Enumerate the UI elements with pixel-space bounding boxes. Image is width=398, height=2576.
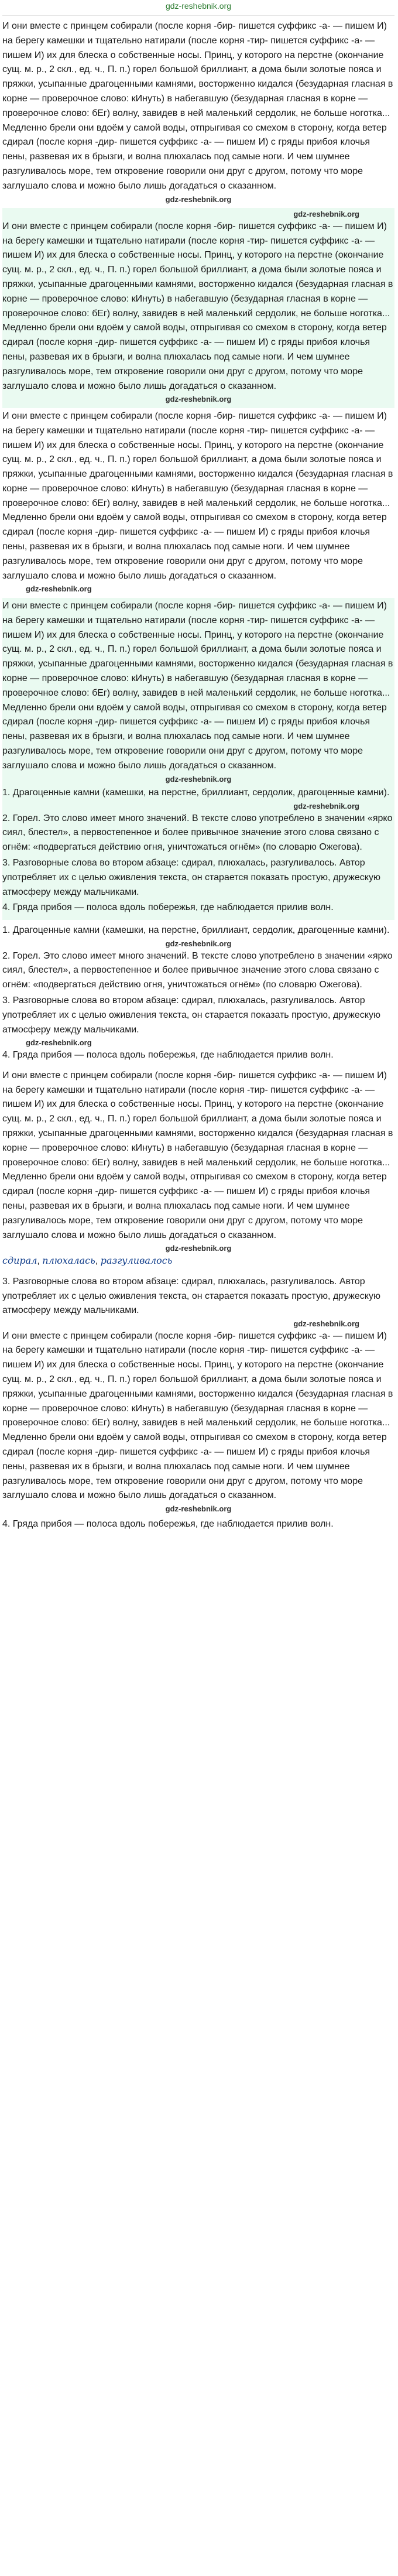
watermark: gdz-reshebnik.org [165, 939, 232, 948]
answers-list-2 [2, 923, 394, 1063]
answer-item-3-repeat: 3. Разговорные слова во втором абзаце: сдирал, плюхалась, разгуливалось. Автор употребляет их с целью оживления текста, он старается показать простую, дружескую атмосферу между мальчиками. [2, 1276, 380, 1316]
watermark: gdz-reshebnik.org [293, 210, 359, 219]
text-block-5 [2, 920, 394, 1068]
answer-item-2: 2. Горел. Это слово имеет много значений. В тексте слово употреблено в значении «ярко сиял, блестел», а первостепенное и более привычное значение этого слова связано с огнём: «подвергаться действию огня, уничтожаться огнём» (по словарю Ожегова). [2, 950, 393, 990]
text-block-2 [2, 208, 394, 408]
handwritten-word: сдирал [2, 1254, 37, 1266]
paragraph-1: И они вместе с принцем собирали (после корня -бир- пишется суффикс -а- — пишем И) на берегу камешки и тщательно натирали (после корня -тир- пишется суффикс -а- — пишем И) их для блеска о собственные носы. Принц, у которого на перстне (окончание сущ. м. р., 2 скл., ед. ч., П. п.) горел большой бриллиант, а дома были золотые пояса и пряжки, усыпанные драгоценными камнями, восторженно кидался (безударная гласная в корне — проверочное слово: кИнуть) в набегавшую (безударная гласная в корне — проверочное слово: бЕг) волну, завидев в ней маленький сердолик, не больше ноготка... Медленно брели они вдоём у самой воды, отпрыгивая со смехом в сторону, когда ветер сдирал (после корня -дир- пишется суффикс -а- — пишем И) с гряды прибоя клочья пены, развевая их в брызги, и волна плюхалась под самые ноги. И чем шумнее разгуливалось море, тем откровение говорили они друг с другом, потому что море заглушало слова и можно было лишь догадаться о сказанном. [2, 21, 393, 191]
answer-item-3: 3. Разговорные слова во втором абзаце: сдирал, плюхалась, разгуливалось. Автор употребляет их с целью оживления текста, он старается показать простую, дружескую атмосферу между мальчиками. [2, 995, 380, 1035]
watermark: gdz-reshebnik.org [165, 1504, 232, 1514]
answer-item-4: 4. Гряда прибоя — полоса вдоль побережья, где наблюдается прилив волн. [2, 1049, 334, 1060]
watermark: gdz-reshebnik.org [26, 1038, 92, 1048]
site-name[interactable]: gdz-reshebnik.org [165, 1, 232, 11]
text-block-1 [2, 18, 394, 208]
paragraph-3: И они вместе с принцем собирали (после корня -бир- пишется суффикс -а- — пишем И) на берегу камешки и тщательно натирали (после корня -тир- пишется суффикс -а- — пишем И) их для блеска о собственные носы. Принц, у которого на перстне (окончание сущ. м. р., 2 скл., ед. ч., П. п.) горел большой бриллиант, а дома были золотые пояса и пряжки, усыпанные драгоценными камнями, восторженно кидался (безударная гласная в корне — проверочное слово: кИнуть) в набегавшую (безударная гласная в корне — проверочное слово: бЕг) волну, завидев в ней маленький сердолик, не больше ноготка... Медленно брели они вдоём у самой воды, отпрыгивая со смехом в сторону, когда ветер сдирал (после корня -дир- пишется суффикс -а- — пишем И) с гряды прибоя клочья пены, развевая их в брызги, и волна плюхалась под самые ноги. И чем шумнее разгуливалось море, тем откровение говорили они друг с другом, потому что море заглушало слова и можно было лишь догадаться о сказанном. [2, 410, 393, 581]
answer-item-1: 1. Драгоценные камни (камешки, на перстне, бриллиант, сердолик, драгоценные камни). [2, 788, 390, 798]
watermark: gdz-reshebnik.org [165, 1244, 232, 1253]
watermark: gdz-reshebnik.org [293, 1319, 359, 1329]
paragraph-6: И они вместе с принцем собирали (после корня -бир- пишется суффикс -а- — пишем И) на берегу камешки и тщательно натирали (после корня -тир- пишется суффикс -а- — пишем И) их для блеска о собственные носы. Принц, у которого на перстне (окончание сущ. м. р., 2 скл., ед. ч., П. п.) горел большой бриллиант, а дома были золотые пояса и пряжки, усыпанные драгоценными камнями, восторженно кидался (безударная гласная в корне — проверочное слово: кИнуть) в набегавшую (безударная гласная в корне — проверочное слово: бЕг) волну, завидев в ней маленький сердолик, не больше ноготка... Медленно брели они вдоём у самой воды, отпрыгивая со смехом в сторону, когда ветер сдирал (после корня -дир- пишется суффикс -а- — пишем И) с гряды прибоя клочья пены, развевая их в брызги, и волна плюхалась под самые ноги. И чем шумнее разгуливалось море, тем откровение говорили они друг с другом, потому что море заглушало слова и можно было лишь догадаться о сказанном. [2, 1070, 393, 1240]
text-block-4 [2, 598, 394, 920]
watermark: gdz-reshebnik.org [293, 802, 359, 811]
answer-item-3: 3. Разговорные слова во втором абзаце: сдирал, плюхалась, разгуливалось. Автор употребляет их с целью оживления текста, он старается показать простую, дружескую атмосферу между мальчиками. [2, 858, 380, 897]
text-block-6 [2, 1068, 394, 1274]
handwritten-words: сдирал, плюхалась, разгуливалось [2, 1254, 173, 1266]
text-block-3 [2, 408, 394, 598]
watermark: gdz-reshebnik.org [165, 194, 232, 204]
answers-list [2, 786, 394, 915]
answer-item-4: 4. Гряда прибоя — полоса вдоль побережья, где наблюдается прилив волн. [2, 902, 334, 913]
watermark: gdz-reshebnik.org [165, 774, 232, 784]
answer-item-2: 2. Горел. Это слово имеет много значений. В тексте слово употреблено в значении «ярко сиял, блестел», а первостепенное и более привычное значение этого слова связано с огнём: «подвергаться действию огня, уничтожаться огнём» (по словарю Ожегова). [2, 813, 393, 853]
paragraph-4: И они вместе с принцем собирали (после корня -бир- пишется суффикс -а- — пишем И) на берегу камешки и тщательно натирали (после корня -тир- пишется суффикс -а- — пишем И) их для блеска о собственные носы. Принц, у которого на перстне (окончание сущ. м. р., 2 скл., ед. ч., П. п.) горел большой бриллиант, а дома были золотые пояса и пряжки, усыпанные драгоценными камнями, восторженно кидался (безударная гласная в корне — проверочное слово: кИнуть) в набегавшую (безударная гласная в корне — проверочное слово: бЕг) волну, завидев в ней маленький сердолик, не больше ноготка... Медленно брели они вдоём у самой воды, отпрыгивая со смехом в сторону, когда ветер сдирал (после корня -дир- пишется суффикс -а- — пишем И) с гряды прибоя клочья пены, развевая их в брызги, и волна плюхалась под самые ноги. И чем шумнее разгуливалось море, тем откровение говорили они друг с другом, потому что море заглушало слова и можно было лишь догадаться о сказанном. [2, 601, 393, 771]
watermark: gdz-reshebnik.org [165, 395, 232, 404]
watermark: gdz-reshebnik.org [26, 584, 92, 594]
handwritten-word: плюхалась [42, 1254, 95, 1266]
site-header [2, 0, 394, 16]
handwritten-word: разгуливалось [100, 1254, 173, 1266]
text-block-7 [2, 1274, 394, 1537]
answer-item-1: 1. Драгоценные камни (камешки, на перстне, бриллиант, сердолик, драгоценные камни). [2, 925, 390, 936]
answer-item-4-repeat: 4. Гряда прибоя — полоса вдоль побережья, где наблюдается прилив волн. [2, 1518, 334, 1529]
paragraph-7: И они вместе с принцем собирали (после корня -бир- пишется суффикс -а- — пишем И) на берегу камешки и тщательно натирали (после корня -тир- пишется суффикс -а- — пишем И) их для блеска о собственные носы. Принц, у которого на перстне (окончание сущ. м. р., 2 скл., ед. ч., П. п.) горел большой бриллиант, а дома были золотые пояса и пряжки, усыпанные драгоценными камнями, восторженно кидался (безударная гласная в корне — проверочное слово: кИнуть) в набегавшую (безударная гласная в корне — проверочное слово: бЕг) волну, завидев в ней маленький сердолик, не больше ноготка... Медленно брели они вдоём у самой воды, отпрыгивая со смехом в сторону, когда ветер сдирал (после корня -дир- пишется суффикс -а- — пишем И) с гряды прибоя клочья пены, развевая их в брызги, и волна плюхалась под самые ноги. И чем шумнее разгуливалось море, тем откровение говорили они друг с другом, потому что море заглушало слова и можно было лишь догадаться о сказанном. [2, 1330, 393, 1501]
paragraph-2: И они вместе с принцем собирали (после корня -бир- пишется суффикс -а- — пишем И) на берегу камешки и тщательно натирали (после корня -тир- пишется суффикс -а- — пишем И) их для блеска о собственные носы. Принц, у которого на перстне (окончание сущ. м. р., 2 скл., ед. ч., П. п.) горел большой бриллиант, а дома были золотые пояса и пряжки, усыпанные драгоценными камнями, восторженно кидался (безударная гласная в корне — проверочное слово: кИнуть) в набегавшую (безударная гласная в корне — проверочное слово: бЕг) волну, завидев в ней маленький сердолик, не больше ноготка... Медленно брели они вдоём у самой воды, отпрыгивая со смехом в сторону, когда ветер сдирал (после корня -дир- пишется суффикс -а- — пишем И) с гряды прибоя клочья пены, развевая их в брызги, и волна плюхалась под самые ноги. И чем шумнее разгуливалось море, тем откровение говорили они друг с другом, потому что море заглушало слова и можно было лишь догадаться о сказанном. [2, 221, 393, 391]
